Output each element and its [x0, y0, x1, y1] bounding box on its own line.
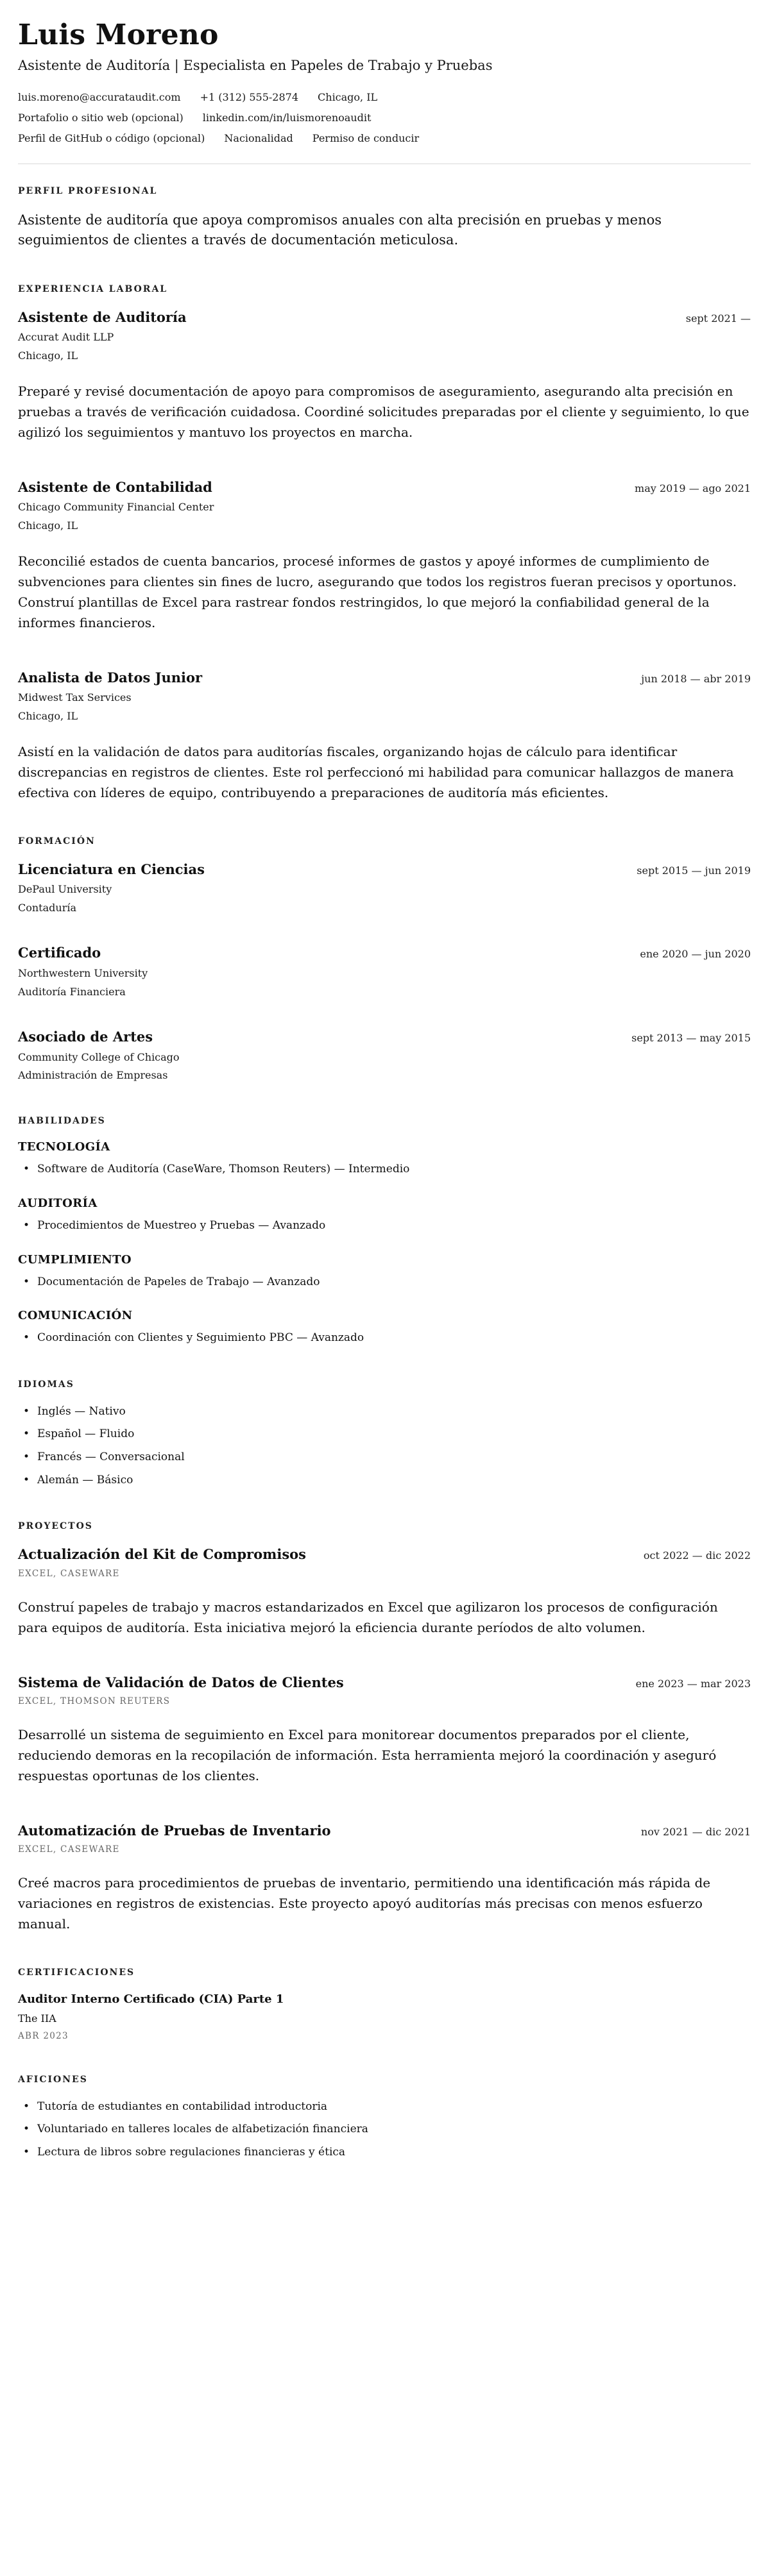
project-dates: nov 2021 — dic 2021 — [640, 1825, 751, 1838]
certifications-section-label: CERTIFICACIONES — [18, 1967, 135, 1978]
project-entry — [18, 1545, 751, 1637]
projects-section-label: PROYECTOS — [18, 1521, 93, 1532]
section-languages — [18, 1379, 751, 1488]
skill-group — [18, 1197, 751, 1234]
school-name: Northwestern University — [18, 966, 148, 979]
hobby-list — [18, 2099, 751, 2160]
project-dates: ene 2023 — mar 2023 — [635, 1677, 751, 1690]
language-item: • Inglés — Nativo — [18, 1404, 751, 1420]
school-name: Community College of Chicago — [18, 1050, 180, 1063]
field-of-study: Auditoría Financiera — [18, 985, 126, 998]
job-location: Chicago, IL — [18, 519, 78, 532]
linkedin-text: linkedin.com/in/luismorenoaudit — [202, 111, 372, 124]
language-item: • Francés — Conversacional — [18, 1449, 751, 1465]
driving-permit-text: Permiso de conducir — [312, 131, 420, 144]
language-item: • Español — Fluido — [18, 1426, 751, 1442]
experience-section-label: EXPERIENCIA LABORAL — [18, 283, 168, 294]
skill-list — [18, 1161, 751, 1177]
skill-list — [18, 1274, 751, 1290]
job-dates: sept 2021 — — [685, 312, 751, 324]
project-tools: EXCEL, CASEWARE — [18, 1568, 120, 1579]
section-education — [18, 836, 751, 1083]
education-entry — [18, 861, 751, 915]
github-text: Perfil de GitHub o código (opcional) — [18, 131, 205, 144]
certification-name: Auditor Interno Certificado (CIA) Parte 1 — [18, 1992, 284, 2007]
project-title: Sistema de Validación de Datos de Clientes — [18, 1674, 344, 1690]
degree-title: Licenciatura en Ciencias — [18, 861, 205, 877]
section-profile — [18, 186, 751, 251]
skill-category: TECNOLOGÍA — [18, 1140, 110, 1154]
location-text: Chicago, IL — [318, 90, 378, 103]
resume-header — [18, 19, 751, 164]
project-entry-head — [18, 1545, 751, 1563]
job-title: Asistente de Contabilidad — [18, 478, 212, 495]
degree-title: Asociado de Artes — [18, 1029, 153, 1045]
skill-category: COMUNICACIÓN — [18, 1309, 133, 1323]
candidate-name: Luis Moreno — [18, 19, 219, 51]
skill-item: • Procedimientos de Muestreo y Pruebas — Avanzado — [18, 1218, 751, 1234]
education-entry-head — [18, 944, 751, 961]
project-entry — [18, 1822, 751, 1934]
education-dates: ene 2020 — jun 2020 — [640, 948, 751, 961]
project-description: Construí papeles de trabajo y macros estandarizados en Excel que agilizaron los procesos de configuración para equipos de auditoría. Esta iniciativa mejoró la eficiencia durante períodos de alto volumen. — [18, 1599, 718, 1635]
job-dates: jun 2018 — abr 2019 — [641, 672, 751, 685]
hobbies-section-label: AFICIONES — [18, 2074, 88, 2085]
job-description: Asistí en la validación de datos para auditorías fiscales, organizando hojas de cálculo para identificar discrepancias en registros de clientes. Este rol perfeccionó mi habilidad para comunicar hallazgos de manera efectiva con líderes de equipo, contribuyendo a preparaciones de auditoría más eficientes. — [18, 743, 734, 800]
skill-category: AUDITORÍA — [18, 1196, 98, 1210]
education-section-label: FORMACIÓN — [18, 836, 96, 846]
section-hobbies — [18, 2075, 751, 2160]
experience-entry — [18, 478, 751, 633]
project-title: Actualización del Kit de Compromisos — [18, 1546, 306, 1563]
job-description: Reconcilié estados de cuenta bancarios, procesé informes de gastos y apoyé informes de cumplimiento de subvenciones para clientes sin fines de lucro, asegurando que todos los registros fueran precisos y oportunos. Construí plantillas de Excel para rastrear fondos restringidos, lo que mejoró la confiabilidad general de la informes financieros. — [18, 553, 737, 630]
experience-entry-head — [18, 669, 751, 686]
project-description: Creé macros para procedimientos de pruebas de inventario, permitiendo una identificación más rápida de variaciones en registros de existencias. Este proyecto apoyó auditorías más precisas con menos esfuerzo manual. — [18, 1875, 711, 1932]
hobby-item: • Voluntariado en talleres locales de alfabetización financiera — [18, 2121, 751, 2137]
project-entry-head — [18, 1822, 751, 1839]
skill-group — [18, 1140, 751, 1177]
job-location: Chicago, IL — [18, 709, 78, 722]
section-skills — [18, 1116, 751, 1346]
experience-entry-head — [18, 478, 751, 496]
certification-date: ABR 2023 — [18, 2030, 69, 2041]
email-text: luis.moreno@accurataudit.com — [18, 90, 181, 103]
company-name: Midwest Tax Services — [18, 691, 132, 703]
skill-group — [18, 1253, 751, 1290]
project-entry-head — [18, 1674, 751, 1691]
school-name: DePaul University — [18, 882, 112, 895]
section-certifications — [18, 1967, 751, 2041]
skill-list — [18, 1218, 751, 1234]
certification-issuer: The IIA — [18, 2012, 56, 2025]
nationality-text: Nacionalidad — [224, 131, 293, 144]
skill-list — [18, 1330, 751, 1346]
education-entry — [18, 1028, 751, 1082]
languages-section-label: IDIOMAS — [18, 1379, 74, 1390]
experience-entry — [18, 669, 751, 803]
job-location: Chicago, IL — [18, 349, 78, 362]
skill-group — [18, 1309, 751, 1346]
education-dates: sept 2013 — may 2015 — [631, 1032, 751, 1045]
company-name: Accurat Audit LLP — [18, 331, 114, 344]
field-of-study: Contaduría — [18, 901, 76, 914]
candidate-headline: Asistente de Auditoría | Especialista en Papeles de Trabajo y Pruebas — [18, 57, 493, 73]
education-entry-head — [18, 1028, 751, 1045]
job-title: Analista de Datos Junior — [18, 669, 203, 686]
education-entry — [18, 944, 751, 998]
project-title: Automatización de Pruebas de Inventario — [18, 1822, 331, 1839]
phone-text: +1 (312) 555-2874 — [200, 90, 299, 103]
language-list — [18, 1404, 751, 1488]
project-dates: oct 2022 — dic 2022 — [643, 1549, 751, 1562]
degree-title: Certificado — [18, 945, 101, 961]
job-description: Preparé y revisé documentación de apoyo para compromisos de aseguramiento, asegurando alta precisión en pruebas a través de verificación cuidadosa. Coordiné solicitudes preparadas por el cliente y seguimiento, lo que agilizó los seguimientos y mantuvo los proyectos en marcha. — [18, 383, 749, 440]
project-tools: EXCEL, THOMSON REUTERS — [18, 1696, 171, 1706]
experience-entry-head — [18, 308, 751, 326]
skill-item: • Coordinación con Clientes y Seguimiento PBC — Avanzado — [18, 1330, 751, 1346]
skills-section-label: HABILIDADES — [18, 1116, 106, 1127]
portfolio-text: Portafolio o sitio web (opcional) — [18, 111, 184, 124]
skill-category: CUMPLIMIENTO — [18, 1252, 132, 1267]
contact-row-links — [18, 112, 751, 124]
contact-row-primary — [18, 91, 751, 103]
education-entry-head — [18, 861, 751, 878]
company-name: Chicago Community Financial Center — [18, 501, 214, 514]
education-dates: sept 2015 — jun 2019 — [637, 864, 751, 877]
project-tools: EXCEL, CASEWARE — [18, 1844, 120, 1855]
section-experience — [18, 284, 751, 803]
experience-entry — [18, 308, 751, 442]
section-projects — [18, 1521, 751, 1934]
profile-section-label: PERFIL PROFESIONAL — [18, 185, 158, 196]
contact-row-extra — [18, 132, 751, 144]
hobby-item: • Lectura de libros sobre regulaciones financieras y ética — [18, 2144, 751, 2160]
language-item: • Alemán — Básico — [18, 1472, 751, 1488]
field-of-study: Administración de Empresas — [18, 1069, 168, 1082]
project-description: Desarrollé un sistema de seguimiento en Excel para monitorear documentos preparados por el cliente, reduciendo demoras en la recopilación de información. Esta herramienta mejoró la coordinación y aseguró respuestas oportunas de los clientes. — [18, 1726, 717, 1783]
hobby-item: • Tutoría de estudiantes en contabilidad introductoria — [18, 2099, 751, 2115]
project-entry — [18, 1674, 751, 1786]
job-title: Asistente de Auditoría — [18, 308, 187, 325]
skill-item: • Documentación de Papeles de Trabajo — Avanzado — [18, 1274, 751, 1290]
job-dates: may 2019 — ago 2021 — [635, 482, 751, 494]
profile-summary: Asistente de auditoría que apoya compromisos anuales con alta precisión en pruebas y menos seguimientos de clientes a través de documentación meticulosa. — [18, 212, 662, 248]
skill-item: • Software de Auditoría (CaseWare, Thomson Reuters) — Intermedio — [18, 1161, 751, 1177]
certification-entry — [18, 1992, 751, 2041]
